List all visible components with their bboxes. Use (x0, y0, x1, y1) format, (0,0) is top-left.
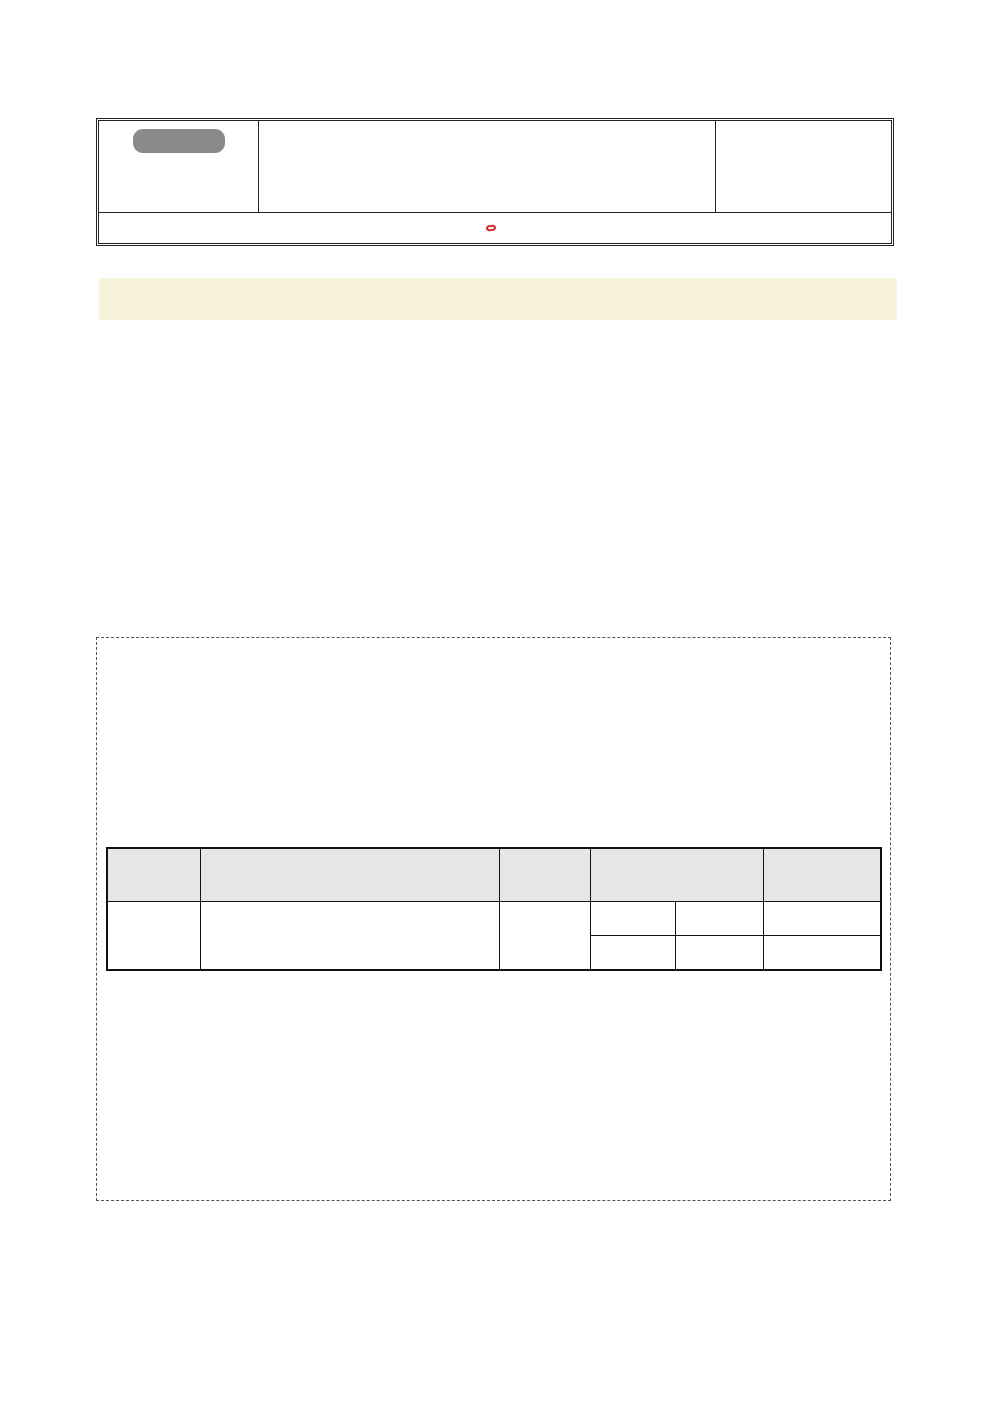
banner-color-bar-top (99, 270, 897, 278)
option-no-lunch-price (676, 902, 764, 936)
entry-fee-value (107, 902, 201, 971)
banner-color-bar-bottom (99, 320, 897, 329)
header-bus-fee (201, 848, 500, 902)
insurance-value (500, 902, 591, 971)
header-lunch-coupon (591, 848, 764, 902)
option-lunch-label (591, 936, 676, 971)
contact-paragraph (95, 520, 897, 551)
newsletter-title-cell (259, 121, 716, 212)
innovation-school-stamp-icon (486, 224, 497, 231)
fee-table (106, 847, 882, 971)
header-entry-fee (107, 848, 201, 902)
header-insurance (500, 848, 591, 902)
total-no-lunch (764, 902, 882, 936)
notice-banner (99, 278, 897, 320)
header-top-row (99, 121, 891, 213)
department-cell (716, 121, 891, 212)
total-lunch (764, 936, 882, 971)
header-box (96, 118, 894, 246)
fee-row-no-lunch (107, 902, 881, 936)
motto-badge (133, 129, 225, 153)
fee-table-header (107, 848, 881, 902)
school-slogan (99, 213, 891, 244)
greeting-paragraph (95, 367, 897, 398)
header-total (764, 848, 882, 902)
bus-fee-detail (201, 902, 500, 971)
motto-cell (99, 121, 259, 212)
option-lunch-price (676, 936, 764, 971)
option-no-lunch-label (591, 902, 676, 936)
